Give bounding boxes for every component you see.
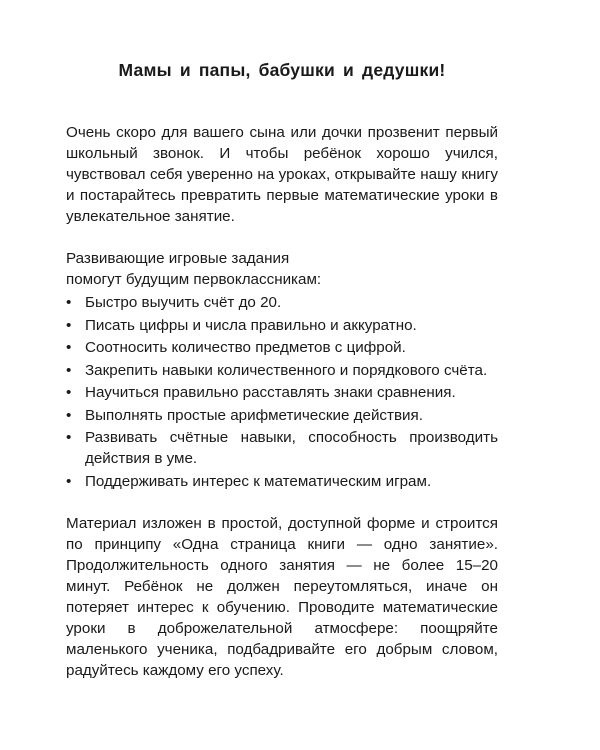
list-item-text: Выполнять простые арифметические действия. — [85, 406, 423, 424]
intro-paragraph: Очень скоро для вашего сына или дочки прозвенит первый школьный звонок. И чтобы ребёнок хорошо учился, чувствовал себя уверенно на уроках, открывайте нашу книгу и постарайтесь превратить первые математические уроки в увлекательное занятие. — [66, 124, 498, 225]
bullet-icon: • — [66, 339, 72, 356]
list-item-text: Закрепить навыки количественного и порядкового счёта. — [85, 361, 488, 379]
list-item — [66, 471, 498, 492]
list-item — [66, 405, 498, 426]
skills-lead-line-2: помогут будущим первоклассникам: — [66, 271, 322, 288]
page-title: Мамы и папы, бабушки и дедушки! — [118, 60, 446, 80]
bullet-icon: • — [66, 406, 72, 424]
skills-lead-line-1: Развивающие игровые задания — [66, 250, 290, 267]
list-item — [66, 360, 498, 381]
list-item — [66, 382, 498, 403]
list-item-text: Развивать счётные навыки, способность производить действия в уме. — [85, 429, 498, 467]
bullet-icon: • — [66, 384, 72, 401]
list-item — [66, 292, 498, 313]
list-item-text: Писать цифры и числа правильно и аккуратно. — [85, 316, 417, 334]
list-item — [66, 427, 498, 469]
bullet-icon: • — [66, 429, 72, 446]
document-page — [66, 48, 498, 681]
list-item — [66, 315, 498, 336]
closing-paragraph: Материал изложен в простой, доступной форме и строится по принципу «Одна страница книги — одно занятие». Продолжительность одного занятия — не более 15–20 минут. Ребёнок не должен переутомляться, иначе он потеряет интерес к обучению. Проводите математические уроки в доброжелательной атмосфере: поощряйте маленького ученика, подбадривайте его добрым словом, радуйтесь каждому его успеху. — [66, 514, 498, 679]
list-item-text: Научиться правильно расставлять знаки сравнения. — [85, 384, 456, 401]
skills-list — [66, 292, 498, 492]
list-item — [66, 337, 498, 358]
bullet-icon: • — [66, 316, 72, 334]
bullet-icon: • — [66, 361, 72, 379]
bullet-icon: • — [66, 472, 72, 490]
bullet-icon: • — [66, 294, 72, 311]
list-item-text: Быстро выучить счёт до 20. — [85, 294, 282, 311]
list-item-text: Поддерживать интерес к математическим играм. — [85, 472, 432, 490]
list-item-text: Соотносить количество предметов с цифрой. — [85, 339, 406, 356]
skills-section — [66, 248, 498, 492]
